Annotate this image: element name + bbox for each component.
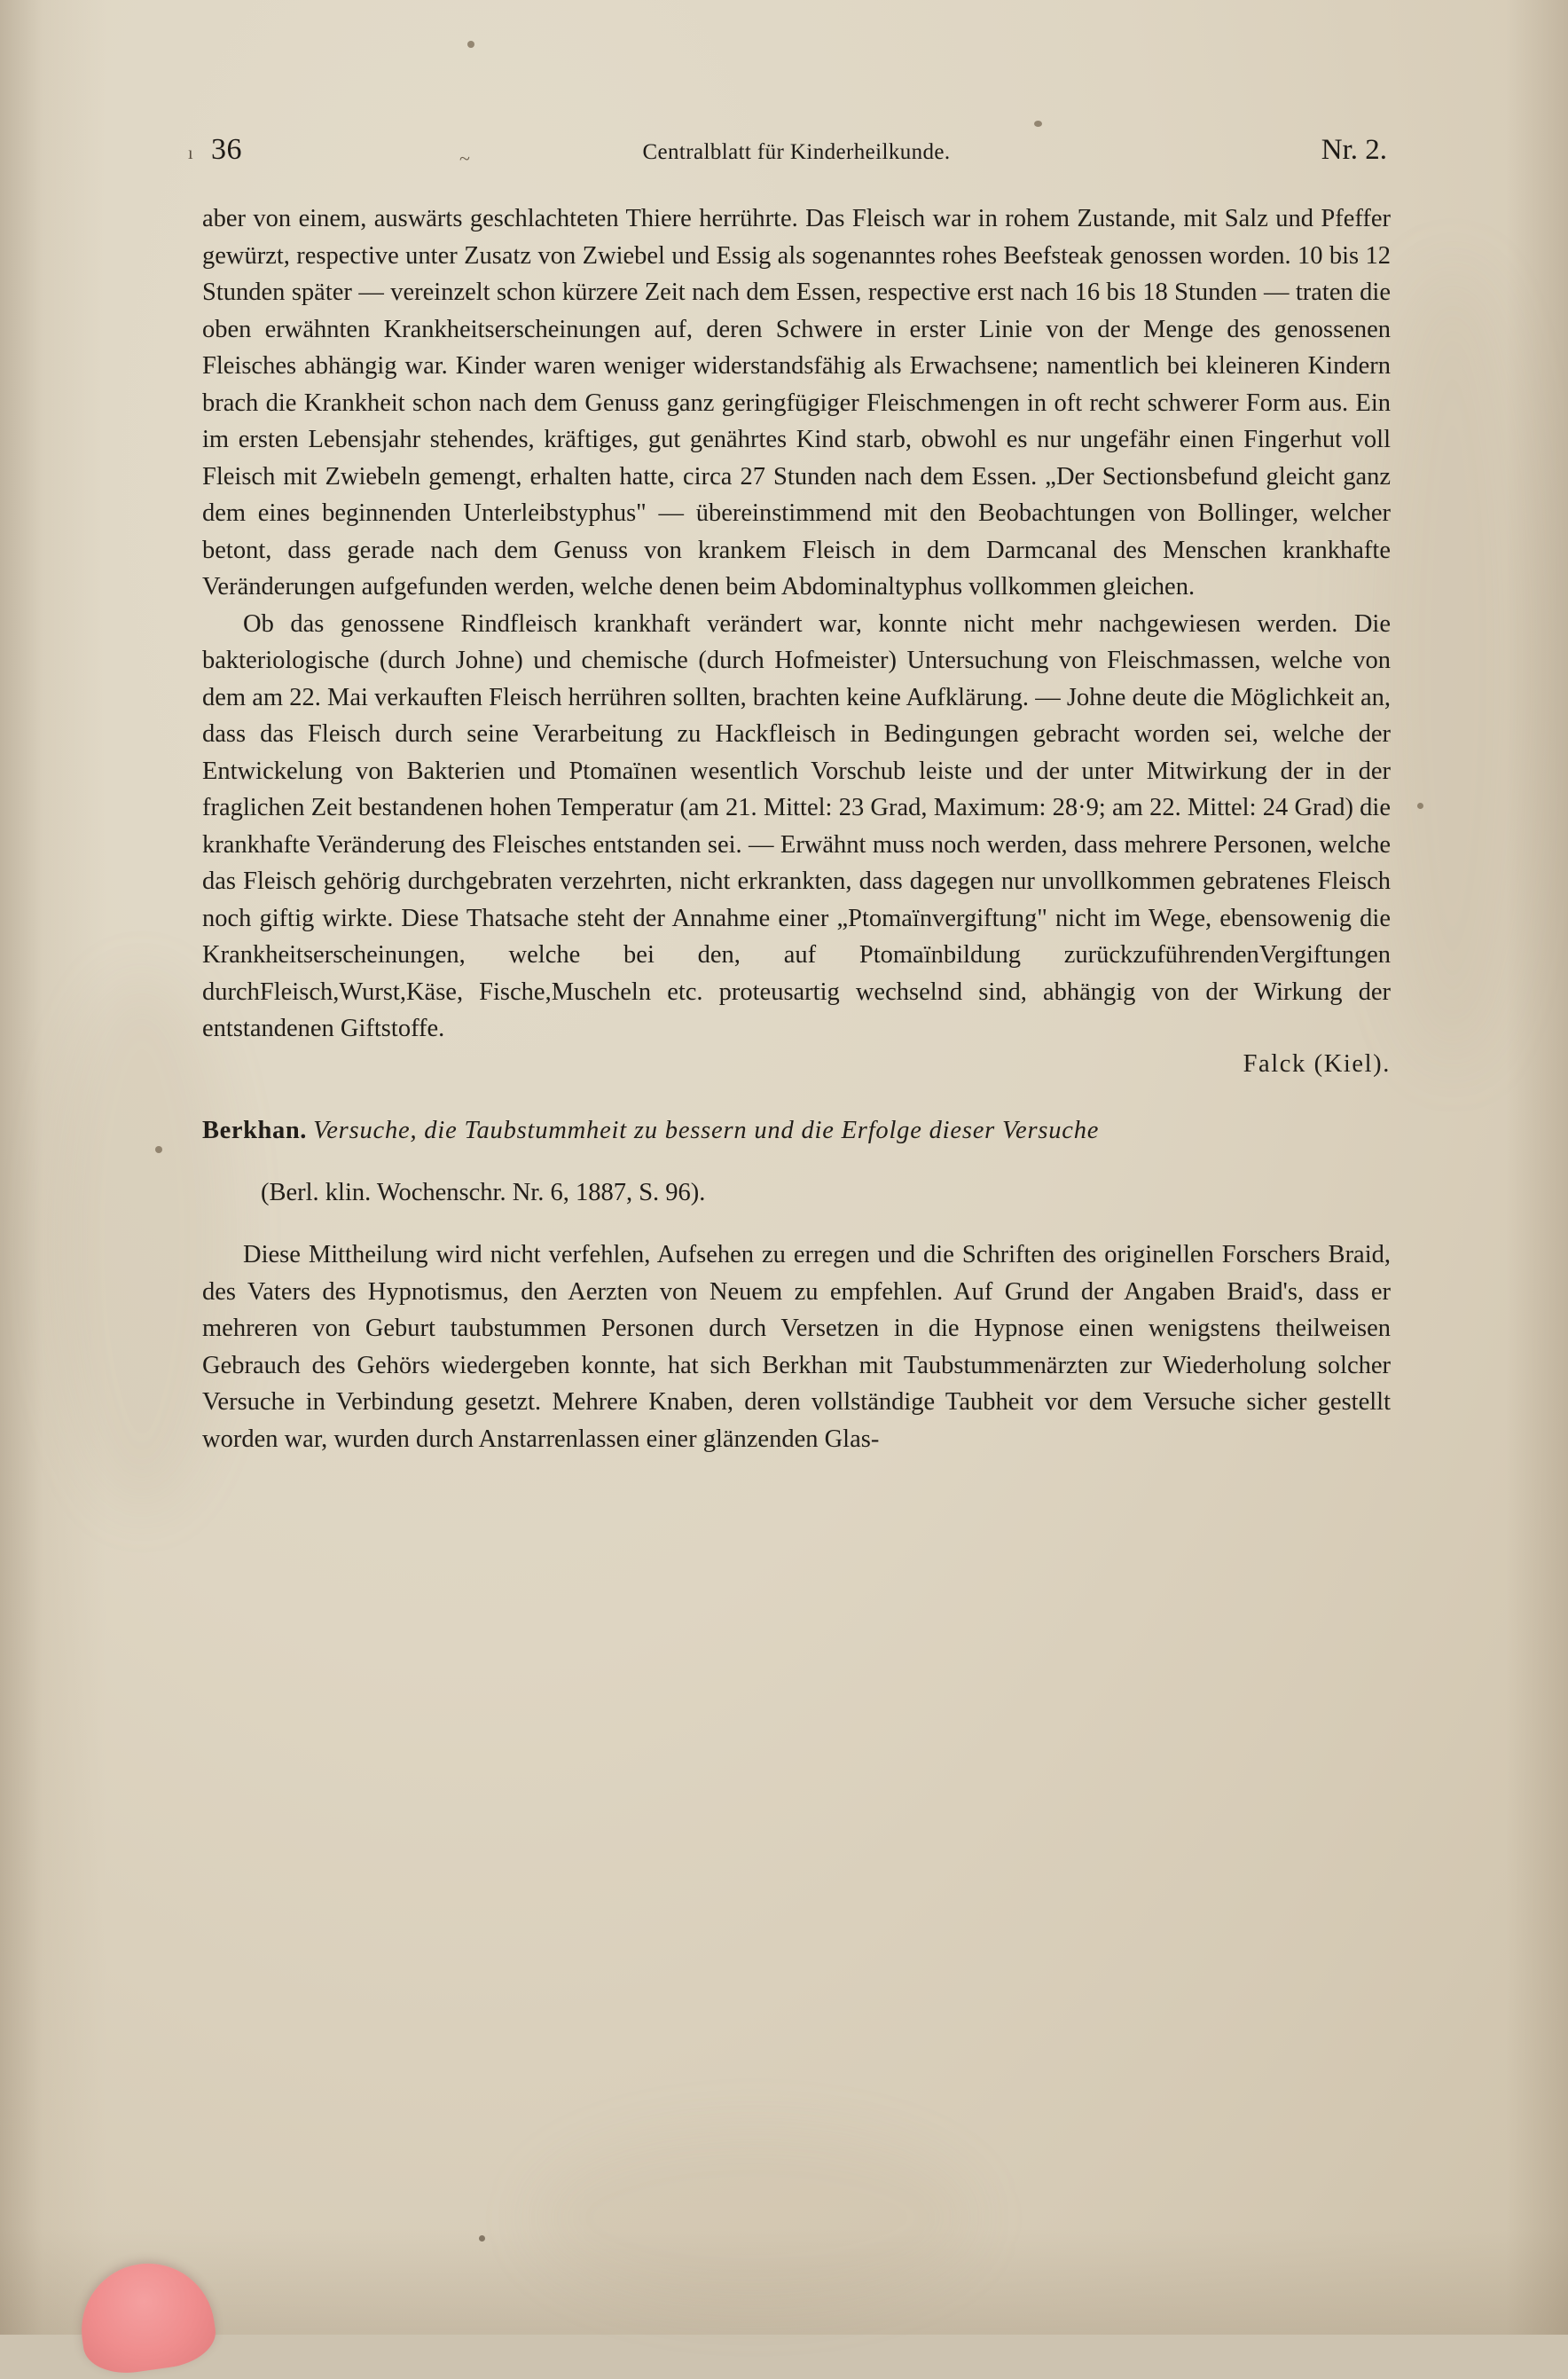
paper-speck <box>479 2235 485 2242</box>
paragraph-two: Ob das genossene Rindfleisch krankhaft verändert war, konnte nicht mehr nachgewiesen werden. Die bakteriologische (durch Johne) und chemische (durch Hofmeister) Untersuchung von Fleischmassen, welche von dem am 22. Mai verkauften Fleisch herrühren sollten, brachten keine Aufklärung. — Johne deute die Möglichkeit an, dass das Fleisch durch seine Verarbeitung zu Hackfleisch in Bedingungen gebracht worden sei, welche der Entwickelung von Bakterien und Ptomaïnen wesentlich Vorschub leiste und der unter Mitwirkung der in der fraglichen Zeit bestandenen hohen Temperatur (am 21. Mittel: 23 Grad, Maximum: 28·9; am 22. Mittel: 24 Grad) die krankhafte Veränderung des Fleisches entstanden sei. — Erwähnt muss noch werden, dass mehrere Personen, welche das Fleisch gehörig durchgebraten verzehrten, nicht erkrankten, dass dagegen nur unvollkommen gebratenes Fleisch noch giftig wirkte. Diese Thatsache steht der Annahme einer „Ptomaïnvergiftung" nicht im Wege, ebensowenig die Krankheitserscheinungen, welche bei den, auf Ptomaïnbildung zurückzuführendenVergiftungen durchFleisch,Wurst,Käse, Fische,Muscheln etc. proteusartig wechselnd sind, abhängig von der Wirkung der entstandenen Giftstoffe. <box>202 609 1391 1042</box>
page-edge-shadow-left <box>0 0 106 2335</box>
reference-heading <box>202 1112 1391 1150</box>
page-edge-shadow-right <box>1506 0 1568 2335</box>
reference-title: Versuche, die Taubstummheit zu bessern und die Erfolge dieser Versuche <box>313 1117 1100 1144</box>
page-content <box>188 133 1391 1483</box>
reference-paragraph: Diese Mittheilung wird nicht verfehlen, Aufsehen zu erregen und die Schriften des originellen Forschers Braid, des Vaters des Hypnotismus, den Aerzten von Neuem zu empfehlen. Auf Grund der Angaben Braid's, dass er mehreren von Geburt taubstummen Personen durch Versetzen in die Hypnose einen wenigstens theilweisen Gebrauch des Gehörs wiedergeben konnte, hat sich Berkhan mit Taubstummenärzten zur Wiederholung solcher Versuche in Verbindung gesetzt. Mehrere Knaben, deren vollständige Taubheit vor dem Versuche sicher gestellt worden war, wurden durch Anstarrenlassen einer glänzenden Glas- <box>202 1241 1391 1453</box>
page-edge-shadow-bottom <box>0 2228 1568 2335</box>
paper-speck <box>155 1146 162 1153</box>
reference-source: (Berl. klin. Wochenschr. Nr. 6, 1887, S. 96). <box>261 1179 706 1206</box>
article-body <box>202 200 1391 1082</box>
paragraph-continuation: aber von einem, auswärts geschlachteten Thiere herrührte. Das Fleisch war in rohem Zustande, mit Salz und Pfeffer gewürzt, respective unter Zusatz von Zwiebel und Essig als sogenanntes rohes Beefsteak genossen worden. 10 bis 12 Stunden später — vereinzelt schon kürzere Zeit nach dem Essen, respective erst nach 16 bis 18 Stunden — traten die oben erwähnten Krankheitserscheinungen auf, deren Schwere in erster Linie von der Menge des genossenen Fleisches abhängig war. Kinder waren weniger widerstandsfähig als Erwachsene; namentlich bei kleineren Kindern brach die Krankheit schon nach dem Genuss ganz geringfügiger Fleischmengen in oft recht schwerer Form aus. Ein im ersten Lebensjahr stehendes, kräftiges, gut genährtes Kind starb, obwohl es nur ungefähr einen Fingerhut voll Fleisch mit Zwiebeln gemengt, erhalten hatte, circa 27 Stunden nach dem Essen. „Der Sectionsbefund gleicht ganz dem eines beginnenden Unterleibstyphus" — übereinstimmend mit den Beobachtungen von Bollinger, welcher betont, dass gerade nach dem Genuss von krankem Fleisch in dem Darmcanal des Menschen krankhafte Veränderungen aufgefunden werden, welche denen beim Abdominaltyphus vollkommen gleichen. <box>202 205 1391 601</box>
journal-title: Centralblatt für Kinderheilkunde. <box>642 140 951 164</box>
reference-entry <box>202 1112 1391 1457</box>
article-signature: Falck (Kiel). <box>1243 1049 1391 1078</box>
reference-author: Berkhan. <box>202 1117 308 1144</box>
paper-blotch <box>1373 266 1533 1064</box>
header-stray-mark: ~ <box>459 147 470 169</box>
paper-speck <box>1034 121 1042 127</box>
issue-number: Nr. 2. <box>1321 134 1387 166</box>
paper-blotch <box>532 2129 976 2306</box>
paper-speck <box>1417 803 1423 809</box>
paper-speck <box>467 41 474 48</box>
finger-over-page <box>73 2255 219 2379</box>
running-header <box>188 133 1391 185</box>
margin-mark: ı <box>188 144 193 163</box>
page-number: 36 <box>211 133 242 166</box>
